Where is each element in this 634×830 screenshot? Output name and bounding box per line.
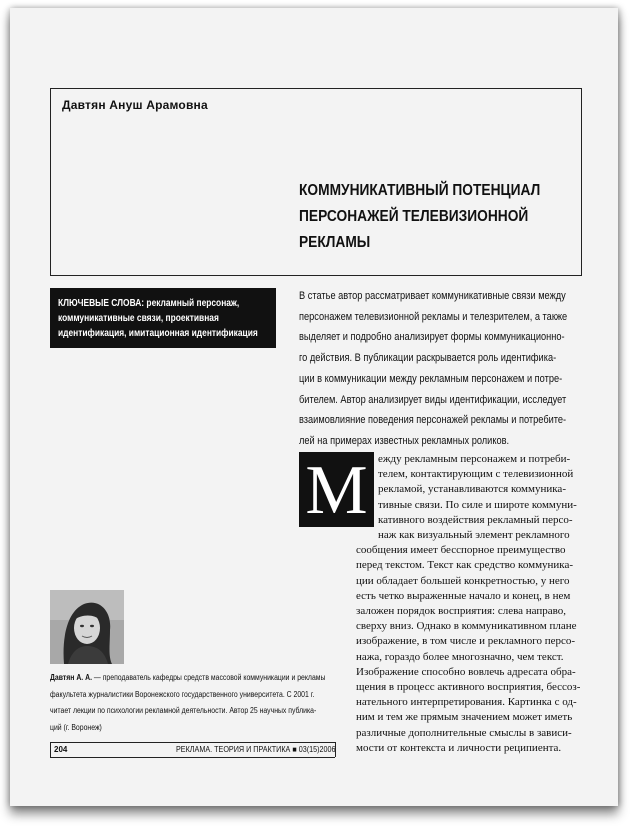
footer-rule-bottom (50, 757, 335, 758)
body-line: сообщения имеет бесспорное преимущество (356, 544, 566, 557)
bio-author-name: Давтян А. А. (50, 673, 92, 682)
body-line: ежду рекламным персонажем и потреби- (378, 453, 571, 465)
abstract-line: выделяет и подробно анализирует формы коммуникационно- (299, 331, 565, 344)
bio-line: ций (г. Воронеж) (50, 722, 102, 732)
body-line: Изображение способно вовлечь адресата обра- (356, 665, 576, 678)
keywords-line: идентификация, имитационная идентификация (58, 328, 258, 339)
body-line: телем, контактирующим с телевизионной (378, 468, 574, 481)
article-title (299, 178, 574, 256)
author-bio (50, 670, 342, 736)
body-line: рекламой, устанавливаются коммуника- (378, 483, 566, 496)
keywords-box (50, 288, 276, 348)
title-line: РЕКЛАМЫ (299, 234, 371, 251)
abstract-line: бителем. Автор анализирует виды идентификации, исследует (299, 393, 567, 406)
body-line: нательного интерпретирования. Картинка с од- (356, 696, 577, 709)
body-line: кативного воздействия рекламный персо- (378, 513, 573, 526)
bio-line: факультета журналистики Воронежского государственного университета. С 2001 г. (50, 689, 315, 699)
abstract-line: взаимовлияние поведения персонажей рекламы и потребите- (299, 414, 567, 427)
bio-line: читает лекции по психологии рекламной деятельности. Автор 25 научных публика- (50, 706, 317, 715)
body-line: тивные связи. По силе и широте коммуни- (378, 498, 577, 511)
keywords-line: коммуникативные связи, проективная (58, 313, 219, 324)
abstract-line: ции в коммуникации между рекламным персонажем и потре- (299, 372, 563, 385)
bio-text: — преподаватель кафедры средств массовой коммуникации и рекламы (91, 673, 326, 682)
abstract-line: В статье автор рассматривает коммуникативные связи между (299, 290, 566, 302)
title-line: ПЕРСОНАЖЕЙ ТЕЛЕВИЗИОННОЙ (299, 208, 529, 225)
body-line: изображение, в том числе и рекламного персо- (356, 635, 576, 648)
body-line: заложен порядок восприятия: слева направо, (356, 605, 567, 617)
keywords-line: КЛЮЧЕВЫЕ СЛОВА: рекламный персонаж, (58, 298, 240, 309)
journal-info: РЕКЛАМА. ТЕОРИЯ И ПРАКТИКА ■ 03(15)2006 (176, 745, 336, 754)
author-name: Давтян Ануш Арамовна (62, 98, 208, 112)
body-line: различные дополнительные смыслы в зависи- (356, 726, 572, 739)
author-photo (50, 590, 124, 664)
abstract-line: лей на примерах известных рекламных роликов. (299, 434, 510, 447)
body-line: перед текстом. Текст как средство коммуника- (356, 559, 574, 572)
body-line: ции обладает большей конкретностью, у него (356, 574, 570, 587)
page-number: 204 (54, 745, 68, 754)
abstract-line: го действия. В публикации раскрывается роль идентифика- (299, 352, 557, 365)
body-line: наж как визуальный элемент рекламного (378, 529, 570, 541)
body-line: нажа, гораздо более многозначно, чем текст. (356, 650, 564, 663)
body-line: щения в процесс активного восприятия, бессоз- (356, 681, 581, 693)
body-line: мости от контекста и личности реципиента. (356, 741, 562, 754)
title-line: КОММУНИКАТИВНЫЙ ПОТЕНЦИАЛ (299, 182, 541, 199)
footer-rule-top (50, 742, 335, 743)
body-line: есть четко выраженные начало и конец, в нем (356, 589, 571, 602)
abstract-line: персонажем телевизионной рекламы и телезрителем, а также (299, 310, 568, 323)
abstract (299, 286, 568, 452)
bio-line (50, 670, 342, 687)
drop-cap: М (299, 452, 374, 527)
body-line: сверху вниз. Однако в коммуникативном плане (356, 620, 577, 633)
footer-rule-left (50, 742, 51, 757)
body-line: ним и тем же прямым значением может иметь (356, 711, 573, 724)
